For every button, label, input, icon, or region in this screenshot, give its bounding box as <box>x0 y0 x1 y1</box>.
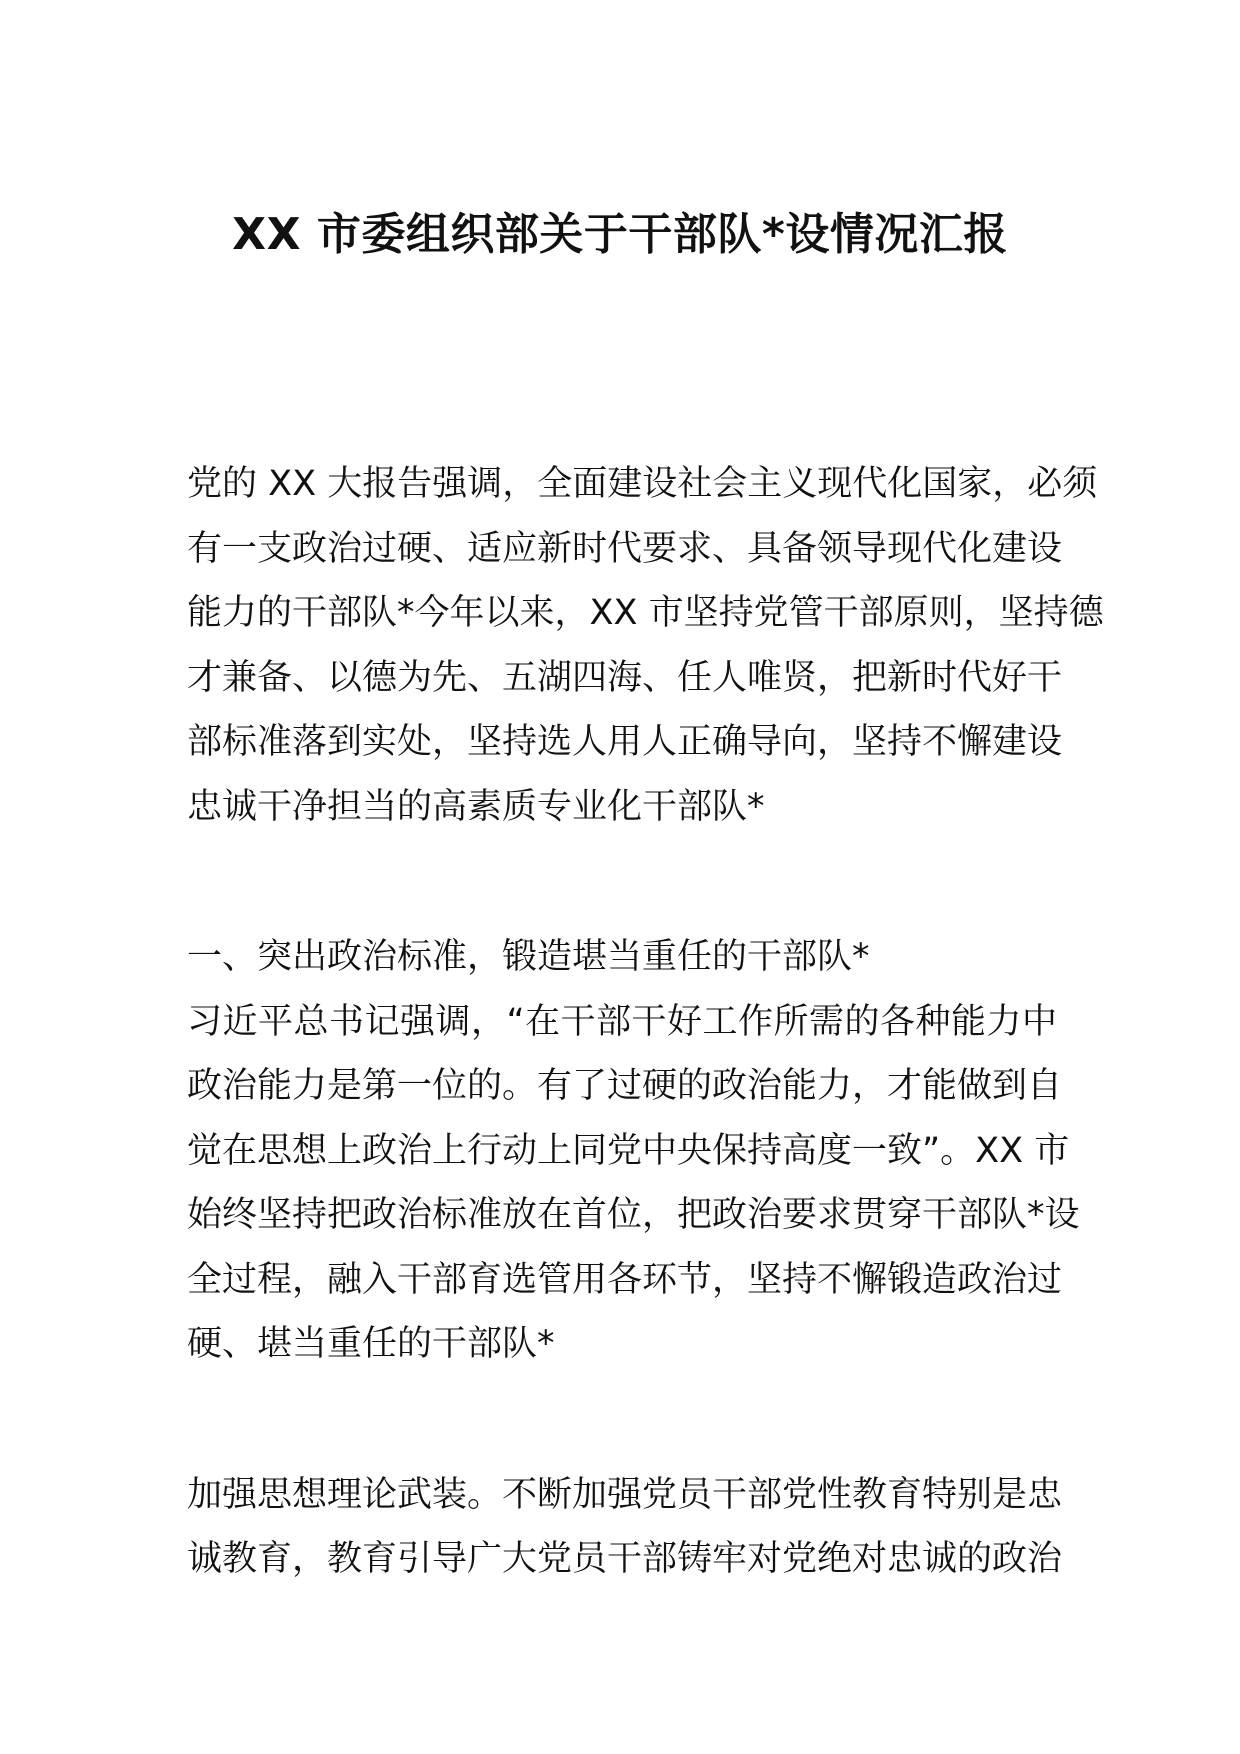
section-heading: 一、突出政治标准，锻造堪当重任的干部队* <box>187 937 870 977</box>
paragraph-theory <box>187 1463 1063 1592</box>
text-line: 硬、堪当重任的干部队* <box>187 1324 555 1364</box>
text-line: 习近平总书记强调，“在干部干好工作所需的各种能力中 <box>187 1001 1057 1042</box>
paragraph-spacer <box>187 1377 1057 1463</box>
text-line: 能力的干部队*今年以来，XX 市坚持党管干部原则，坚持德 <box>187 593 1104 633</box>
text-line: 加强思想理论武装。不断加强党员干部党性教育特别是忠 <box>187 1474 1063 1515</box>
text-line: 党的 XX 大报告强调，全面建设社会主义现代化国家，必须 <box>187 464 1098 504</box>
paragraph-section-one <box>187 925 1080 1377</box>
text-line: 有一支政治过硬、适应新时代要求、具备领导现代化建设 <box>187 528 1063 569</box>
text-line: 全过程，融入干部育选管用各环节，坚持不懈锻造政治过 <box>187 1259 1063 1300</box>
document-body <box>187 452 1104 1592</box>
document-title: XX 市委组织部关于干部队*设情况汇报 <box>232 209 1008 260</box>
text-line: 诚教育，教育引导广大党员干部铸牢对党绝对忠诚的政治 <box>187 1539 1063 1579</box>
text-line: 部标准落到实处，坚持选人用人正确导向，坚持不懈建设 <box>187 722 1063 762</box>
text-line: 政治能力是第一位的。有了过硬的政治能力，才能做到自 <box>187 1066 1063 1106</box>
paragraph-intro <box>187 452 1104 839</box>
text-line: 觉在思想上政治上行动上同党中央保持高度一致”。XX 市 <box>187 1130 1070 1171</box>
text-line: 才兼备、以德为先、五湖四海、任人唯贤，把新时代好干 <box>187 657 1063 698</box>
text-line: 忠诚干净担当的高素质专业化干部队* <box>187 786 765 827</box>
paragraph-spacer <box>187 839 1057 925</box>
text-line: 始终坚持把政治标准放在首位，把政治要求贯穿干部队*设 <box>187 1195 1080 1235</box>
